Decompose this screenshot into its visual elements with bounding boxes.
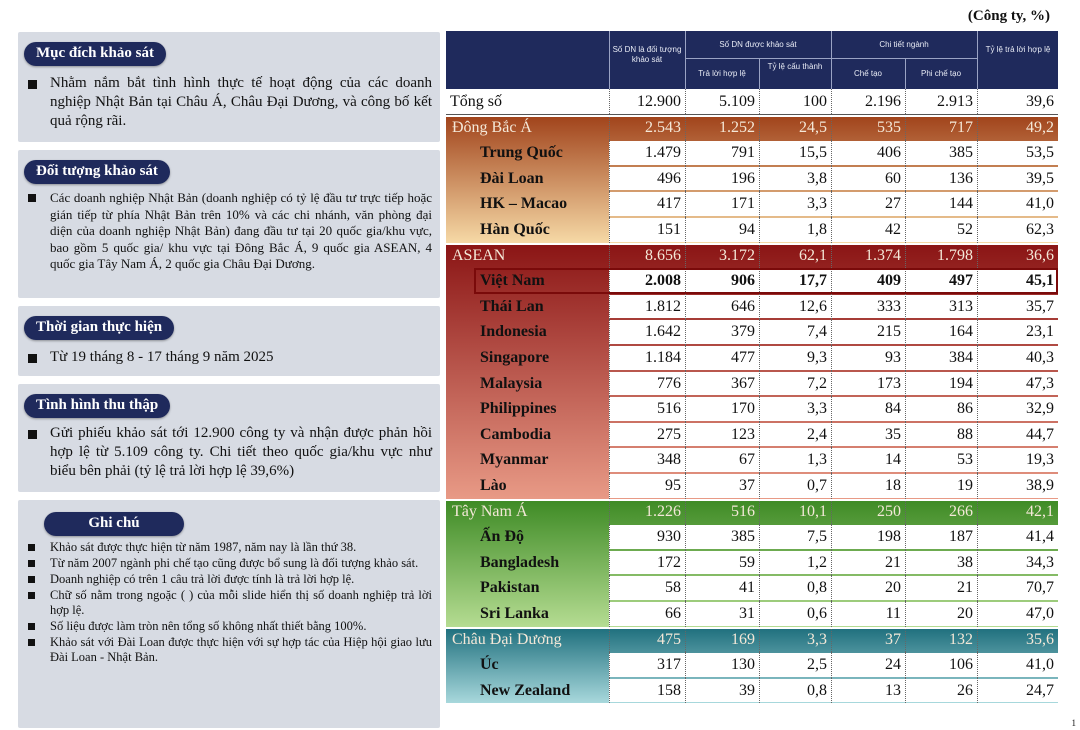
table-cell: 158 bbox=[657, 681, 681, 699]
table-cell: 409 bbox=[877, 272, 901, 290]
table-cell: 53,5 bbox=[1026, 144, 1054, 162]
country-name: Hàn Quốc bbox=[480, 221, 550, 238]
table-cell: 151 bbox=[657, 221, 681, 238]
country-name: Cambodia bbox=[480, 425, 552, 443]
table-cell: 41,4 bbox=[1026, 528, 1054, 546]
table-cell: 717 bbox=[949, 118, 973, 136]
table-cell: 67 bbox=[739, 451, 755, 469]
table-cell: 53 bbox=[957, 451, 973, 469]
table-cell: 317 bbox=[657, 656, 681, 674]
table-cell: 37 bbox=[885, 630, 901, 648]
table-cell: 123 bbox=[731, 425, 755, 443]
table-cell: 132 bbox=[949, 630, 973, 648]
table-cell: 1,3 bbox=[807, 451, 827, 469]
target-box bbox=[18, 150, 440, 298]
table-cell: 13 bbox=[885, 681, 901, 699]
table-cell: 93 bbox=[885, 349, 901, 366]
country-name: Úc bbox=[480, 656, 499, 674]
header-valid-responses: Trả lời hợp lệ bbox=[698, 69, 746, 78]
country-name: Singapore bbox=[480, 349, 550, 366]
table-cell: 384 bbox=[949, 349, 973, 366]
header-vrule bbox=[905, 58, 906, 89]
table-cell: 20 bbox=[957, 605, 973, 622]
table-cell: 2.913 bbox=[937, 93, 973, 110]
table-row bbox=[446, 601, 1058, 627]
table-row-region bbox=[446, 115, 1058, 141]
table-cell: 35 bbox=[885, 425, 901, 443]
time-box bbox=[18, 306, 440, 376]
country-name: Sri Lanka bbox=[480, 605, 549, 622]
table-row bbox=[446, 678, 1058, 704]
header-manufacturing: Chế tạo bbox=[853, 69, 883, 78]
header-vrule bbox=[831, 31, 832, 89]
highlight-frame bbox=[474, 268, 1058, 294]
table-cell: 171 bbox=[731, 195, 755, 213]
table-cell: 3,8 bbox=[807, 169, 827, 187]
table-cell: 1.798 bbox=[937, 246, 973, 264]
table-cell: 70,7 bbox=[1026, 579, 1054, 597]
table-cell: 250 bbox=[877, 502, 901, 520]
table-cell: 3,3 bbox=[807, 195, 827, 213]
table-cell: 18 bbox=[885, 477, 901, 494]
table-cell: 21 bbox=[957, 579, 973, 597]
table-cell: 59 bbox=[739, 553, 755, 571]
table-cell: 2,4 bbox=[807, 425, 827, 443]
table-cell: 3.172 bbox=[719, 246, 755, 264]
table-cell: 646 bbox=[731, 297, 755, 315]
collection-box bbox=[18, 384, 440, 492]
country-name: New Zealand bbox=[480, 681, 571, 699]
table-cell: 2.543 bbox=[645, 118, 681, 136]
purpose-title: Mục đích khảo sát bbox=[24, 42, 166, 66]
table-cell: 86 bbox=[957, 400, 973, 418]
header-vrule bbox=[759, 58, 760, 89]
table-cell: 9,3 bbox=[807, 349, 827, 366]
target-title: Đối tượng khảo sát bbox=[24, 160, 170, 184]
table-cell: 187 bbox=[949, 528, 973, 546]
country-name: Indonesia bbox=[480, 323, 547, 341]
table-cell: 2,5 bbox=[807, 656, 827, 674]
purpose-text: Nhằm nắm bắt tình hình thực tế hoạt động của các doanh nghiệp Nhật Bản tại Châu Á, Châu Đại Dương, và công bố kết quả rộng rãi. bbox=[18, 74, 440, 131]
table-cell: 10,1 bbox=[799, 502, 827, 520]
table-row bbox=[446, 140, 1058, 166]
table-cell: 94 bbox=[739, 221, 755, 238]
table-cell: 313 bbox=[949, 297, 973, 315]
table-cell: 12.900 bbox=[637, 93, 681, 110]
table-row bbox=[446, 447, 1058, 473]
table-row bbox=[446, 268, 1058, 294]
time-text: Từ 19 tháng 8 - 17 tháng 9 năm 2025 bbox=[18, 348, 440, 367]
table-cell: 21 bbox=[885, 553, 901, 571]
table-cell: 379 bbox=[731, 323, 755, 341]
table-row bbox=[446, 191, 1058, 217]
header-vrule bbox=[609, 31, 610, 89]
table-cell: 930 bbox=[657, 528, 681, 546]
table-cell: 88 bbox=[957, 425, 973, 443]
target-text: Các doanh nghiệp Nhật Bản (doanh nghiệp có tỷ lệ đầu tư trực tiếp hoặc gián tiếp từ phía Nhật Bản trên 10% và các chi nhánh, văn phòng đại diện của doanh nghiệp Nhật Bản) đang đầu tư tại 20 quốc gia/khu vực, bao gồm 5 quốc gia/ khu vực tại Đông Bắc Á, 9 quốc gia ASEAN, 4 quốc gia Tây Nam Á, 2 quốc gia Châu Đại Dương. bbox=[18, 190, 440, 273]
table-cell: 7,5 bbox=[807, 528, 827, 546]
table-cell: 367 bbox=[731, 374, 755, 392]
table-cell: 44,7 bbox=[1026, 425, 1054, 443]
unit-label: (Công ty, %) bbox=[967, 8, 1050, 24]
table-cell: 41 bbox=[739, 579, 755, 597]
header-vrule bbox=[977, 31, 978, 89]
table-cell: 60 bbox=[885, 169, 901, 187]
table-cell: 32,9 bbox=[1026, 400, 1054, 418]
country-name: Pakistan bbox=[480, 579, 540, 597]
table-cell: 47,3 bbox=[1026, 374, 1054, 392]
table-cell: 0,8 bbox=[807, 579, 827, 597]
table-cell: 84 bbox=[885, 400, 901, 418]
table-cell: 41,0 bbox=[1026, 656, 1054, 674]
table-cell: 42,1 bbox=[1026, 502, 1054, 520]
header-vrule bbox=[685, 31, 686, 89]
table-cell: 35,6 bbox=[1026, 630, 1054, 648]
table-cell: 26 bbox=[957, 681, 973, 699]
country-name: Malaysia bbox=[480, 374, 543, 392]
table-cell: 164 bbox=[949, 323, 973, 341]
table-cell: 196 bbox=[731, 169, 755, 187]
collection-title: Tình hình thu thập bbox=[24, 394, 170, 418]
table-cell: 7,2 bbox=[807, 374, 827, 392]
table-row bbox=[446, 294, 1058, 320]
table-cell: 333 bbox=[877, 297, 901, 315]
region-name: Châu Đại Dương bbox=[452, 630, 562, 648]
table-cell: 144 bbox=[949, 195, 973, 213]
header-target-count: Số DN là đối tượng khảo sát bbox=[612, 45, 682, 64]
table-cell: 38 bbox=[957, 553, 973, 571]
country-name: Myanmar bbox=[480, 451, 549, 469]
table-cell: 1.252 bbox=[719, 118, 755, 136]
table-cell: 348 bbox=[657, 451, 681, 469]
table-cell: 39,6 bbox=[1026, 93, 1054, 110]
table-cell: 136 bbox=[949, 169, 973, 187]
table-row bbox=[446, 524, 1058, 550]
table-row bbox=[446, 371, 1058, 397]
table-cell: 19 bbox=[957, 477, 973, 494]
table-row-total bbox=[446, 89, 1058, 115]
table-row bbox=[446, 396, 1058, 422]
region-divider bbox=[446, 115, 1058, 117]
region-name: Đông Bắc Á bbox=[452, 118, 532, 136]
table-cell: 535 bbox=[877, 118, 901, 136]
table-row-region bbox=[446, 627, 1058, 653]
table-cell: 0,8 bbox=[807, 681, 827, 699]
table-cell: 406 bbox=[877, 144, 901, 162]
table-cell: 38,9 bbox=[1026, 477, 1054, 494]
notes-title: Ghi chú bbox=[44, 512, 184, 536]
table-cell: 40,3 bbox=[1026, 349, 1054, 366]
header-non-manufacturing: Phi chế tạo bbox=[920, 69, 962, 78]
table-cell: 42 bbox=[885, 221, 901, 238]
table-cell: 516 bbox=[657, 400, 681, 418]
table-cell: 45,1 bbox=[1026, 272, 1054, 290]
table-cell: 906 bbox=[731, 272, 755, 290]
table-cell: 49,2 bbox=[1026, 118, 1054, 136]
table-cell: 173 bbox=[877, 374, 901, 392]
region-name: ASEAN bbox=[452, 246, 506, 264]
table-cell: 516 bbox=[731, 502, 755, 520]
table-header bbox=[446, 31, 1058, 89]
table-cell: 169 bbox=[731, 630, 755, 648]
country-name: Philippines bbox=[480, 400, 557, 418]
table-cell: 66 bbox=[665, 605, 681, 622]
table-cell: 1.642 bbox=[645, 323, 681, 341]
table-cell: 1.812 bbox=[645, 297, 681, 315]
table-cell: 0,7 bbox=[807, 477, 827, 494]
table-cell: 172 bbox=[657, 553, 681, 571]
note-item: Chữ số nằm trong ngoặc ( ) của mỗi slide hiển thị số doanh nghiệp trả lời hợp lệ. bbox=[18, 588, 440, 618]
table-cell: 14 bbox=[885, 451, 901, 469]
region-divider bbox=[446, 499, 1058, 501]
header-response-rate: Tỷ lệ trả lời hợp lệ bbox=[985, 45, 1051, 54]
header-composition-rate: Tỷ lệ cấu thành bbox=[767, 62, 823, 71]
table-row bbox=[446, 550, 1058, 576]
table-cell: 477 bbox=[731, 349, 755, 366]
note-item: Từ năm 2007 ngành phi chế tạo cũng được bổ sung là đối tượng khảo sát. bbox=[18, 556, 440, 571]
table-row bbox=[446, 319, 1058, 345]
table-cell: 475 bbox=[657, 630, 681, 648]
table-cell: 12,6 bbox=[799, 297, 827, 315]
table-cell: 1.479 bbox=[645, 144, 681, 162]
table-cell: 5.109 bbox=[719, 93, 755, 110]
table-cell: 100 bbox=[803, 93, 827, 110]
table-cell: 58 bbox=[665, 579, 681, 597]
country-name: Trung Quốc bbox=[480, 144, 563, 162]
table-cell: 2.196 bbox=[865, 93, 901, 110]
table-cell: 8.656 bbox=[645, 246, 681, 264]
table-row bbox=[446, 345, 1058, 371]
time-title: Thời gian thực hiện bbox=[24, 316, 174, 340]
country-name: HK – Macao bbox=[480, 195, 568, 213]
table-row bbox=[446, 652, 1058, 678]
table-cell: 170 bbox=[731, 400, 755, 418]
note-item: Khảo sát được thực hiện từ năm 1987, năm nay là lần thứ 38. bbox=[18, 540, 440, 555]
collection-text: Gửi phiếu khảo sát tới 12.900 công ty và nhận được phản hồi hợp lệ từ 5.109 công ty. Chi tiết theo quốc gia/khu vực như biểu bên phải (tỷ lệ trả lời hợp lệ 39,6%) bbox=[18, 424, 440, 481]
table-cell: 62,3 bbox=[1026, 221, 1054, 238]
header-surveyed-group: Số DN được khảo sát bbox=[719, 40, 797, 49]
table-cell: 15,5 bbox=[799, 144, 827, 162]
table-cell: 1.226 bbox=[645, 502, 681, 520]
table-cell: 2.008 bbox=[645, 272, 681, 290]
table-cell: 194 bbox=[949, 374, 973, 392]
table-row bbox=[446, 217, 1058, 243]
table-cell: 41,0 bbox=[1026, 195, 1054, 213]
table-cell: 106 bbox=[949, 656, 973, 674]
survey-table bbox=[446, 31, 1058, 711]
table-cell: 23,1 bbox=[1026, 323, 1054, 341]
table-row-region bbox=[446, 243, 1058, 269]
table-cell: 198 bbox=[877, 528, 901, 546]
table-cell: 11 bbox=[885, 605, 901, 622]
table-cell: 47,0 bbox=[1026, 605, 1054, 622]
table-cell: 1,8 bbox=[807, 221, 827, 238]
table-cell: 39,5 bbox=[1026, 169, 1054, 187]
table-cell: 24 bbox=[885, 656, 901, 674]
table-cell: 17,7 bbox=[799, 272, 827, 290]
notes-box bbox=[18, 500, 440, 728]
table-cell: 3,3 bbox=[807, 630, 827, 648]
notes-list bbox=[18, 540, 440, 665]
table-cell: 215 bbox=[877, 323, 901, 341]
table-cell: 275 bbox=[657, 425, 681, 443]
table-cell: 27 bbox=[885, 195, 901, 213]
table-cell: 417 bbox=[657, 195, 681, 213]
table-cell: 1.184 bbox=[645, 349, 681, 366]
table-cell: 385 bbox=[731, 528, 755, 546]
table-cell: 24,7 bbox=[1026, 681, 1054, 699]
country-name: Việt Nam bbox=[480, 272, 545, 290]
region-name: Tây Nam Á bbox=[452, 502, 528, 520]
table-cell: 31 bbox=[739, 605, 755, 622]
table-cell: 52 bbox=[957, 221, 973, 238]
note-item: Số liệu được làm tròn nên tổng số không nhất thiết bằng 100%. bbox=[18, 619, 440, 634]
table-cell: 20 bbox=[885, 579, 901, 597]
region-divider bbox=[446, 627, 1058, 629]
table-cell: 36,6 bbox=[1026, 246, 1054, 264]
table-cell: 1,2 bbox=[807, 553, 827, 571]
header-sector-group: Chi tiết ngành bbox=[879, 40, 929, 49]
table-row bbox=[446, 422, 1058, 448]
table-cell: 62,1 bbox=[799, 246, 827, 264]
table-cell: 497 bbox=[949, 272, 973, 290]
table-cell: 130 bbox=[731, 656, 755, 674]
table-row-region bbox=[446, 499, 1058, 525]
table-cell: 39 bbox=[739, 681, 755, 699]
table-row bbox=[446, 166, 1058, 192]
table-row bbox=[446, 473, 1058, 499]
table-cell: 791 bbox=[731, 144, 755, 162]
table-cell: 24,5 bbox=[799, 118, 827, 136]
country-name: Bangladesh bbox=[480, 553, 560, 571]
note-item: Khảo sát với Đài Loan được thực hiện với sự hợp tác của Hiệp hội giao lưu Đài Loan - Nhật Bản. bbox=[18, 635, 440, 665]
table-cell: 19,3 bbox=[1026, 451, 1054, 469]
purpose-box bbox=[18, 32, 440, 142]
country-name: Ấn Độ bbox=[480, 528, 525, 546]
table-cell: 1.374 bbox=[865, 246, 901, 264]
table-cell: 34,3 bbox=[1026, 553, 1054, 571]
table-row bbox=[446, 575, 1058, 601]
row-label: Tổng số bbox=[450, 93, 502, 110]
table-cell: 35,7 bbox=[1026, 297, 1054, 315]
table-cell: 385 bbox=[949, 144, 973, 162]
table-cell: 266 bbox=[949, 502, 973, 520]
region-divider bbox=[446, 243, 1058, 245]
page-number: 1 bbox=[1071, 718, 1076, 728]
table-cell: 37 bbox=[739, 477, 755, 494]
country-name: Lào bbox=[480, 477, 507, 494]
table-cell: 776 bbox=[657, 374, 681, 392]
table-cell: 3,3 bbox=[807, 400, 827, 418]
country-name: Thái Lan bbox=[480, 297, 544, 315]
table-cell: 496 bbox=[657, 169, 681, 187]
note-item: Doanh nghiệp có trên 1 câu trả lời được tính là trả lời hợp lệ. bbox=[18, 572, 440, 587]
country-name: Đài Loan bbox=[480, 169, 544, 187]
table-cell: 0,6 bbox=[807, 605, 827, 622]
table-cell: 95 bbox=[665, 477, 681, 494]
table-cell: 7,4 bbox=[807, 323, 827, 341]
